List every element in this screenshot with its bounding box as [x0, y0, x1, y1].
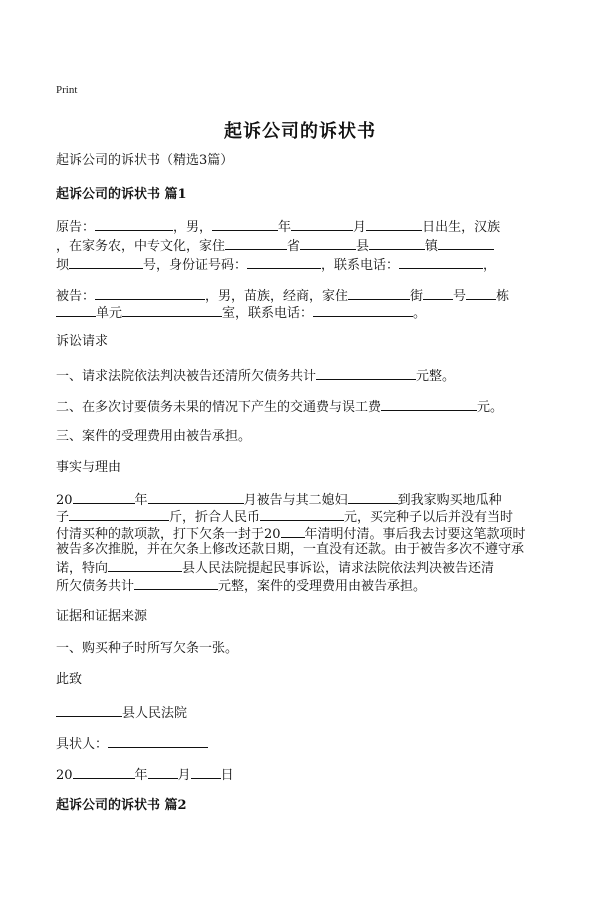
plaintiff-sign-line	[56, 734, 556, 754]
cizhi: 此致	[56, 672, 83, 687]
text: 元整，案件的受理费用由被告承担。	[218, 579, 427, 594]
text: 街	[410, 289, 424, 304]
text: 省	[287, 239, 301, 254]
text: ，男，苗族，经商，家住	[205, 289, 349, 304]
text: 县	[356, 239, 370, 254]
claims-heading: 诉讼请求	[56, 334, 109, 349]
section1-heading: 起诉公司的诉状书 篇1	[56, 187, 187, 202]
print-link[interactable]: Print	[56, 84, 78, 96]
text: 县人民法院提起民事诉讼，请求法院依法判决被告还清	[182, 561, 495, 576]
facts-heading: 事实与理由	[56, 460, 122, 475]
claim-2	[56, 397, 556, 417]
blank-line	[466, 286, 496, 300]
blank-line	[191, 765, 221, 779]
document-title: 起诉公司的诉状书	[224, 121, 376, 142]
text: 镇	[425, 239, 439, 254]
text: 20	[56, 493, 73, 508]
text: 。	[413, 306, 427, 321]
court-line	[56, 703, 556, 723]
text: 被告：	[56, 289, 96, 304]
text: 一、请求法院依法判决被告还清所欠债务共计	[56, 369, 317, 384]
blank-line	[108, 734, 208, 748]
blank-line	[108, 558, 182, 572]
text: 月	[177, 768, 191, 783]
facts-line-4: 被告多次推脱，并在欠条上修改还款日期，一直没有还款。由于被告多次不遵守承	[56, 542, 525, 557]
text: 元整。	[416, 369, 456, 384]
blank-line	[399, 255, 483, 269]
blank-line	[291, 217, 353, 231]
date-line	[56, 765, 556, 785]
blank-line	[225, 236, 287, 250]
blank-line	[281, 524, 305, 538]
text: 到我家购买地瓜种	[397, 493, 502, 508]
blank-line	[134, 576, 218, 590]
section2-heading: 起诉公司的诉状书 篇2	[56, 798, 187, 813]
text: 栋	[496, 289, 510, 304]
claim-1	[56, 366, 556, 386]
evidence-1: 一、购买种子时所写欠条一张。	[56, 641, 239, 656]
text: 坝	[56, 258, 70, 273]
blank-line	[73, 490, 135, 504]
blank-line	[69, 255, 143, 269]
text: 二、在多次讨要债务未果的情况下产生的交通费与误工费	[56, 400, 382, 415]
blank-line	[56, 703, 122, 717]
evidence-heading: 证据和证据来源	[56, 609, 148, 624]
blank-line	[438, 236, 494, 250]
defendant-line-2	[56, 303, 556, 323]
text: 月被告与其二媳妇	[243, 493, 348, 508]
blank-line	[148, 765, 178, 779]
text: 日出生，汉族	[422, 220, 501, 235]
text: ，男，	[173, 220, 213, 235]
blank-line	[73, 765, 135, 779]
blank-line	[348, 286, 410, 300]
text: 子	[56, 510, 70, 525]
text: 年	[134, 768, 148, 783]
blank-line	[381, 397, 477, 411]
blank-line	[260, 507, 344, 521]
text: 年清明付清。事后我去讨要这笔款项时	[304, 527, 526, 542]
blank-line	[56, 303, 96, 317]
text: 月	[353, 220, 367, 235]
blank-line	[313, 303, 413, 317]
plaintiff-line-1	[56, 217, 556, 237]
text: 所欠债务共计	[56, 579, 135, 594]
text: ，联系电话：	[321, 258, 400, 273]
blank-line	[69, 507, 169, 521]
text: 日	[220, 768, 234, 783]
text: 县人民法院	[122, 706, 188, 721]
text: ，在家务农，中专文化，家住	[56, 239, 226, 254]
text: 元，买完种子以后并没有当时	[344, 510, 514, 525]
text: 具状人：	[56, 737, 109, 752]
blank-line	[348, 490, 398, 504]
text: 室，联系电话：	[222, 306, 314, 321]
blank-line	[95, 286, 205, 300]
plaintiff-line-3	[56, 255, 556, 275]
plaintiff-line-2	[56, 236, 556, 256]
text: 号	[453, 289, 467, 304]
text: 付清买种的款项款，打下欠条一封于20	[56, 527, 281, 542]
text: 单元	[96, 306, 123, 321]
text: 诺，特向	[56, 561, 109, 576]
text: 20	[56, 768, 73, 783]
subtitle: 起诉公司的诉状书（精选3篇）	[56, 153, 234, 168]
text: 原告：	[56, 220, 96, 235]
text: 元。	[477, 400, 504, 415]
blank-line	[316, 366, 416, 380]
text: 年	[278, 220, 292, 235]
blank-line	[247, 255, 321, 269]
facts-line-6	[56, 576, 556, 596]
blank-line	[212, 217, 278, 231]
text: ，	[483, 258, 497, 273]
blank-line	[148, 490, 244, 504]
blank-line	[369, 236, 425, 250]
blank-line	[122, 303, 222, 317]
claim-3: 三、案件的受理费用由被告承担。	[56, 429, 252, 444]
blank-line	[366, 217, 422, 231]
facts-line-5	[56, 558, 556, 578]
blank-line	[300, 236, 356, 250]
text: 年	[134, 493, 148, 508]
text: 斤，折合人民币	[169, 510, 261, 525]
blank-line	[423, 286, 453, 300]
text: 号，身份证号码：	[143, 258, 248, 273]
blank-line	[95, 217, 173, 231]
